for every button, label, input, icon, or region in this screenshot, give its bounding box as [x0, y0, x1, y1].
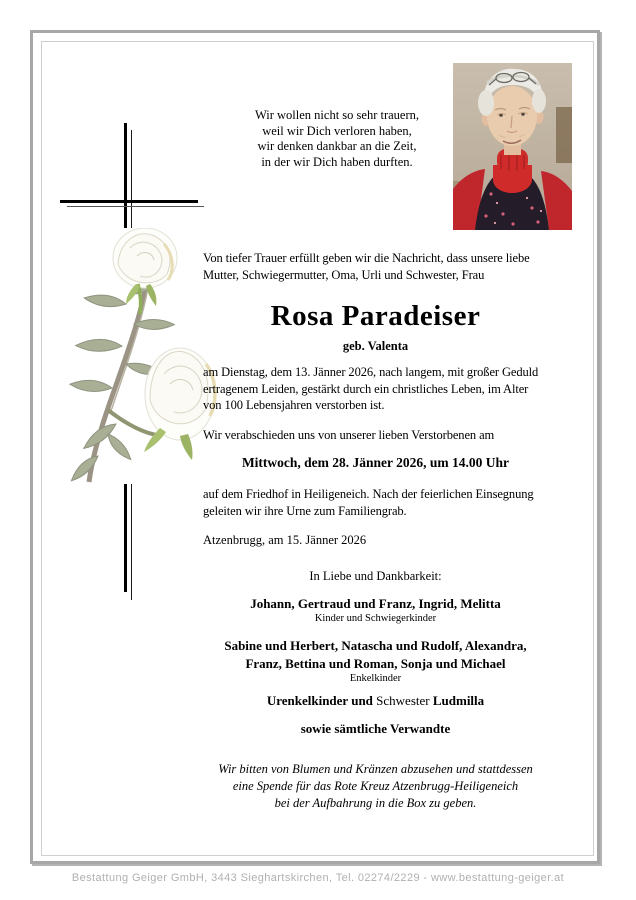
- poem-line: weil wir Dich verloren haben,: [262, 123, 412, 138]
- donation-line: bei der Aufbahrung in die Box zu geben.: [274, 796, 477, 810]
- cross-horizontal-thin-line: [67, 206, 204, 207]
- announcement-intro: [203, 250, 548, 283]
- mourners-closing: sowie sämtliche Verwandte: [300, 721, 451, 736]
- mourners-grandchildren-names: [203, 637, 548, 672]
- grandchildren-line: Franz, Bettina und Roman, Sonja und Michael: [245, 655, 506, 671]
- farewell-line: Wir verabschieden uns von unserer lieben Verstorbenen am: [203, 428, 495, 442]
- burial-line: geleiten wir ihre Urne zum Familiengrab.: [203, 503, 407, 518]
- intro-line: Mutter, Schwiegermutter, Oma, Urli und Schwester, Frau: [203, 267, 485, 282]
- intro-line: Von tiefer Trauer erfüllt geben wir die Nachricht, dass unsere liebe: [203, 251, 530, 265]
- mourners-greatgrandchildren-sister: [203, 693, 548, 709]
- portrait-photo: [453, 63, 572, 230]
- sister-name: Ludmilla: [432, 693, 485, 708]
- poem-line: wir denken dankbar an die Zeit,: [257, 139, 417, 153]
- sister-label: Schwester: [376, 693, 430, 708]
- place-dateline: Atzenbrugg, am 15. Jänner 2026: [203, 533, 367, 547]
- deceased-name: Rosa Paradeiser: [270, 300, 481, 332]
- white-rose-image: [42, 228, 224, 484]
- poem-line: in der wir Dich haben durften.: [261, 154, 413, 169]
- burial-line: auf dem Friedhof in Heiligeneich. Nach der feierlichen Einsegnung: [203, 487, 534, 501]
- mourners-children-names: Johann, Gertraud und Franz, Ingrid, Melitta: [250, 596, 501, 611]
- funeral-home-footer: Bestattung Geiger GmbH, 3443 Sieghartskirchen, Tel. 02274/2229 - www.bestattung-geiger.at: [71, 872, 565, 884]
- mourners-heading: In Liebe und Dankbarkeit:: [309, 569, 442, 583]
- death-line: von 100 Lebensjahren verstorben ist.: [203, 398, 385, 412]
- mourners-grandchildren-role: Enkelkinder: [349, 673, 402, 684]
- mourners-children-role: Kinder und Schwiegerkinder: [314, 613, 437, 624]
- death-line: am Dienstag, dem 13. Jänner 2026, nach langem, mit großer Geduld: [203, 365, 539, 379]
- death-details: [203, 364, 548, 414]
- donation-line: Wir bitten von Blumen und Kränzen abzusehen und stattdessen: [218, 762, 533, 776]
- maiden-name: geb. Valenta: [342, 339, 409, 353]
- cross-horizontal-thick-line: [60, 200, 198, 203]
- death-line: ertragenem Leiden, gestärkt durch ein christliches Leben, im Alter: [203, 381, 529, 396]
- ceremony-datetime: Mittwoch, dem 28. Jänner 2026, um 14.00 Uhr: [241, 455, 510, 470]
- farewell-sentence: [203, 427, 548, 444]
- grandchildren-line: Sabine und Herbert, Natascha und Rudolf, Alexandra,: [224, 638, 527, 653]
- farewell-poem: [227, 108, 447, 170]
- donation-line: eine Spende für das Rote Kreuz Atzenbrugg-Heiligeneich: [232, 779, 519, 793]
- burial-details: [203, 486, 548, 519]
- poem-line: Wir wollen nicht so sehr trauern,: [254, 108, 420, 122]
- greatgrandchildren-label: Urenkelkinder und: [266, 693, 373, 708]
- donation-request: [203, 761, 548, 812]
